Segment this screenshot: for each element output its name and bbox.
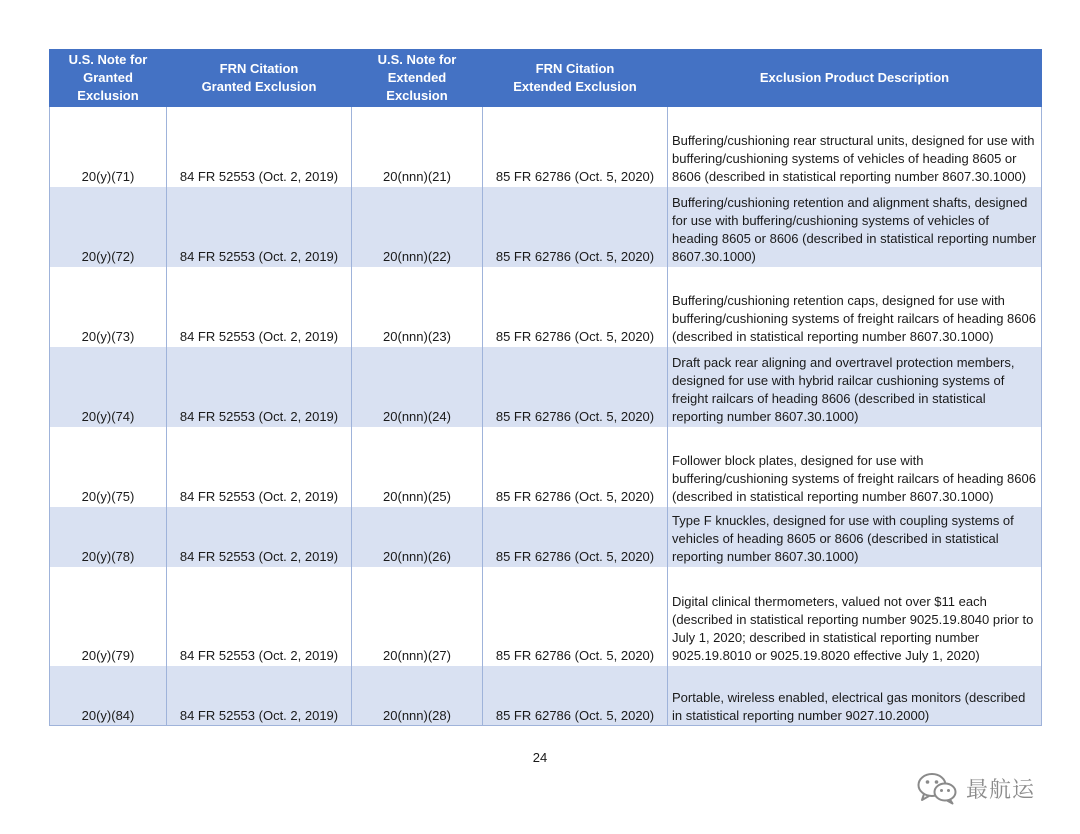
table-row [50,107,1042,187]
watermark-text: 最航运 [966,777,1036,803]
cell-note-granted: 20(y)(84) [50,666,167,726]
cell-frn-granted: 84 FR 52553 (Oct. 2, 2019) [167,666,352,726]
cell-frn-extended: 85 FR 62786 (Oct. 5, 2020) [483,267,668,347]
table-row [50,427,1042,507]
cell-description: Digital clinical thermometers, valued not over $11 each (described in statistical reporting number 9025.19.8040 prior to July 1, 2020; described in statistical reporting number 9025.19.8010 or 9025.19.8020 effective July 1, 2020) [668,567,1042,666]
cell-description: Buffering/cushioning retention caps, designed for use with buffering/cushioning systems of freight railcars of heading 8606 (described in statistical reporting number 8607.30.1000) [668,267,1042,347]
table-row [50,187,1042,267]
header-frn-citation-granted: FRN Citation Granted Exclusion [167,50,352,107]
cell-note-extended: 20(nnn)(28) [352,666,483,726]
cell-note-extended: 20(nnn)(21) [352,107,483,187]
cell-note-granted: 20(y)(75) [50,427,167,507]
cell-frn-granted: 84 FR 52553 (Oct. 2, 2019) [167,187,352,267]
cell-description: Follower block plates, designed for use with buffering/cushioning systems of freight railcars of heading 8606 (described in statistical reporting number 8607.30.1000) [668,427,1042,507]
cell-note-extended: 20(nnn)(26) [352,507,483,567]
cell-note-granted: 20(y)(79) [50,567,167,666]
cell-frn-granted: 84 FR 52553 (Oct. 2, 2019) [167,507,352,567]
cell-note-extended: 20(nnn)(27) [352,567,483,666]
cell-note-extended: 20(nnn)(24) [352,347,483,427]
cell-frn-extended: 85 FR 62786 (Oct. 5, 2020) [483,347,668,427]
cell-note-extended: 20(nnn)(23) [352,267,483,347]
header-description: Exclusion Product Description [668,50,1042,107]
page-number: 24 [532,750,548,765]
table-row [50,347,1042,427]
cell-note-granted: 20(y)(73) [50,267,167,347]
cell-frn-extended: 85 FR 62786 (Oct. 5, 2020) [483,107,668,187]
header-us-note-granted: U.S. Note for Granted Exclusion [50,50,167,107]
exclusion-table [49,49,1042,726]
cell-frn-extended: 85 FR 62786 (Oct. 5, 2020) [483,427,668,507]
cell-description: Type F knuckles, designed for use with coupling systems of vehicles of heading 8605 or 8606 (described in statistical reporting number 8607.30.1000) [668,507,1042,567]
cell-note-granted: 20(y)(72) [50,187,167,267]
cell-frn-extended: 85 FR 62786 (Oct. 5, 2020) [483,666,668,726]
cell-frn-extended: 85 FR 62786 (Oct. 5, 2020) [483,507,668,567]
cell-frn-extended: 85 FR 62786 (Oct. 5, 2020) [483,567,668,666]
cell-description: Draft pack rear aligning and overtravel protection members, designed for use with hybrid railcar cushioning systems of freight railcars of heading 8606 (described in statistical reporting number 8607.30.1000) [668,347,1042,427]
cell-frn-granted: 84 FR 52553 (Oct. 2, 2019) [167,107,352,187]
cell-description: Buffering/cushioning rear structural units, designed for use with buffering/cushioning systems of vehicles of heading 8605 or 8606 (described in statistical reporting number 8607.30.1000) [668,107,1042,187]
cell-frn-extended: 85 FR 62786 (Oct. 5, 2020) [483,187,668,267]
cell-description: Portable, wireless enabled, electrical gas monitors (described in statistical reporting number 9027.10.2000) [668,666,1042,726]
cell-note-extended: 20(nnn)(25) [352,427,483,507]
watermark [916,770,1035,806]
table-row [50,666,1042,726]
cell-note-granted: 20(y)(71) [50,107,167,187]
cell-frn-granted: 84 FR 52553 (Oct. 2, 2019) [167,347,352,427]
cell-note-extended: 20(nnn)(22) [352,187,483,267]
table-row [50,507,1042,567]
cell-note-granted: 20(y)(74) [50,347,167,427]
cell-frn-granted: 84 FR 52553 (Oct. 2, 2019) [167,267,352,347]
cell-frn-granted: 84 FR 52553 (Oct. 2, 2019) [167,427,352,507]
table-header-row [50,50,1042,107]
cell-frn-granted: 84 FR 52553 (Oct. 2, 2019) [167,567,352,666]
cell-description: Buffering/cushioning retention and alignment shafts, designed for use with buffering/cushioning systems of vehicles of heading 8605 or 8606 (described in statistical reporting number 8607.30.1000) [668,187,1042,267]
header-frn-citation-extended: FRN Citation Extended Exclusion [483,50,668,107]
table-row [50,267,1042,347]
wechat-icon [916,771,958,805]
table-row [50,567,1042,666]
cell-note-granted: 20(y)(78) [50,507,167,567]
header-us-note-extended: U.S. Note for Extended Exclusion [352,50,483,107]
